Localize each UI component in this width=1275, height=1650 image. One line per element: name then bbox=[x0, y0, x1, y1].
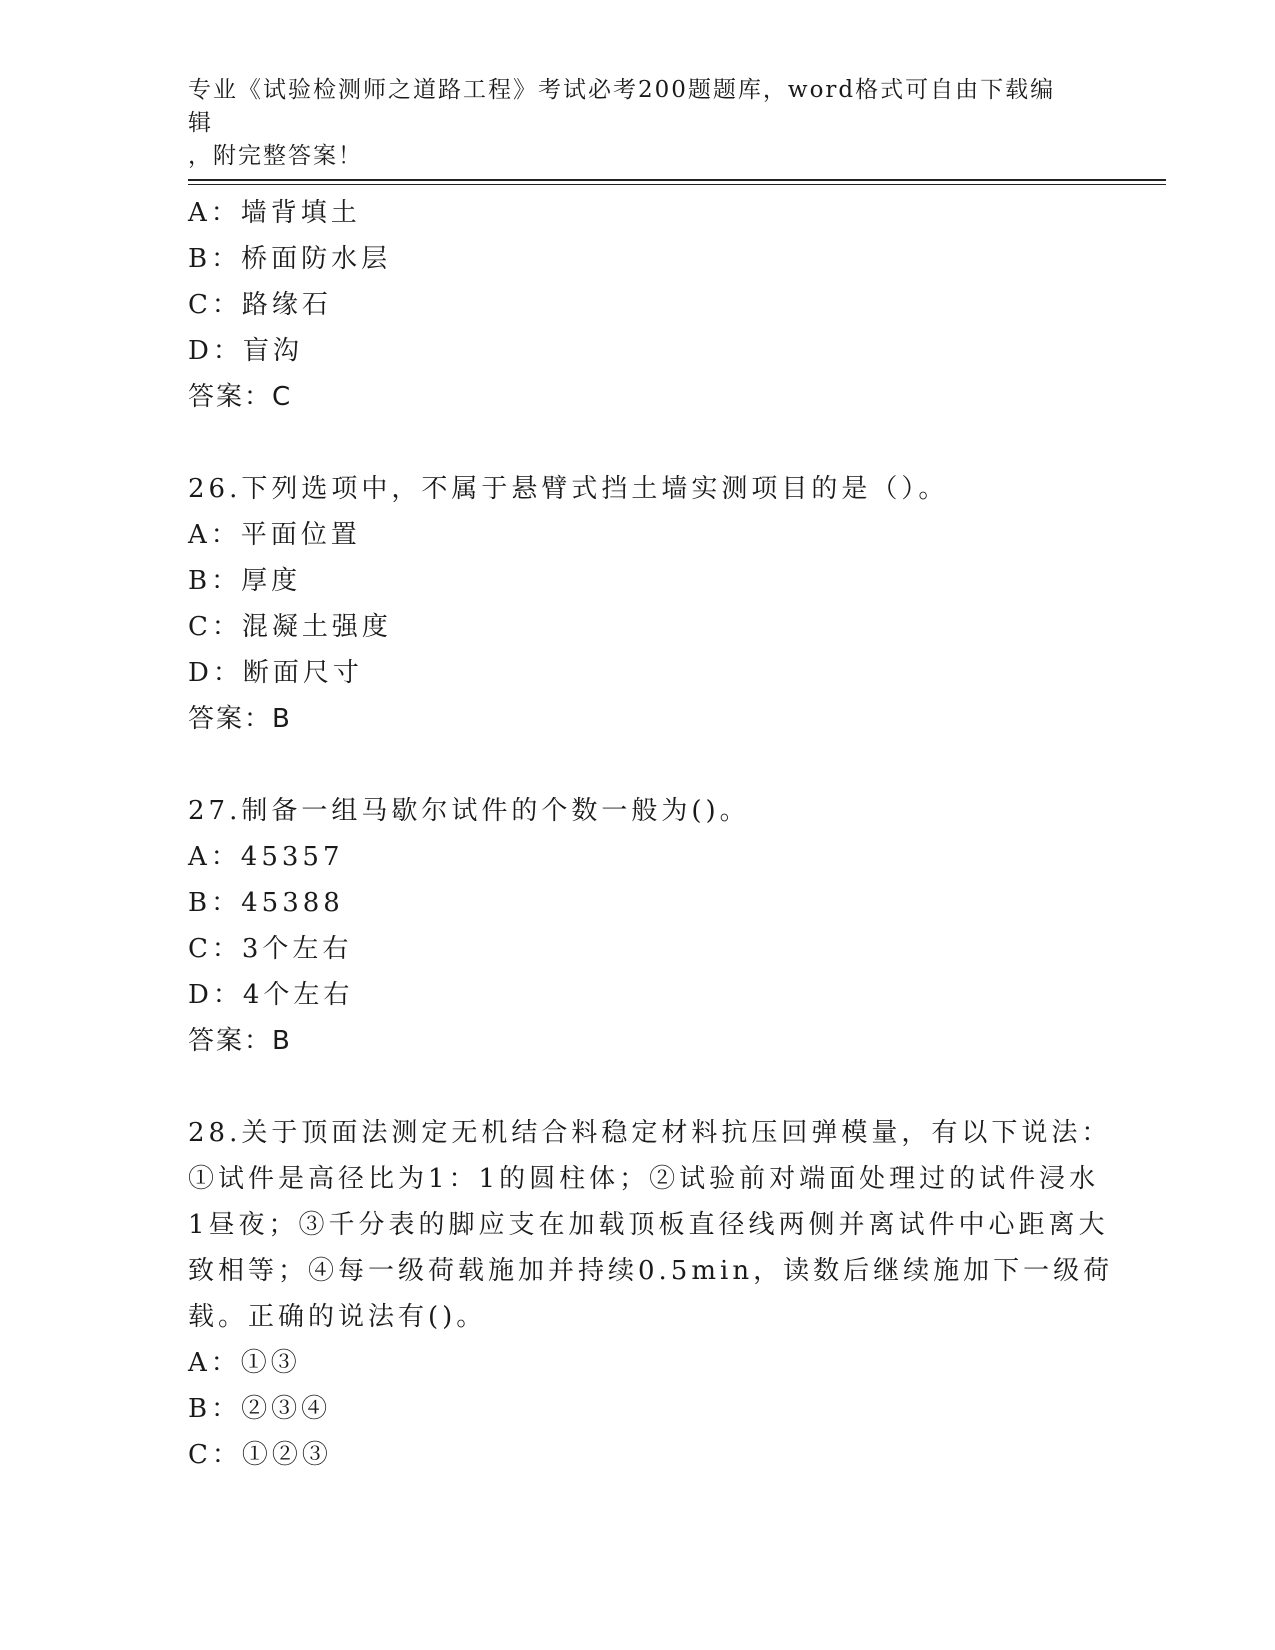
question-28 bbox=[188, 1110, 1114, 1478]
option-c: C：路缘石 bbox=[188, 290, 332, 320]
option-d: D：断面尺寸 bbox=[188, 658, 363, 688]
option-b: B：②③④ bbox=[188, 1394, 332, 1424]
stem-line: 28.关于顶面法测定无机结合料稳定材料抗压回弹模量，有以下说法： bbox=[188, 1118, 1112, 1148]
stem-line: 致相等；④每一级荷载施加并持续0.5min，读数后继续施加下一级荷 bbox=[188, 1256, 1114, 1286]
question-27 bbox=[188, 788, 1088, 1064]
stem-line: 载。正确的说法有()。 bbox=[188, 1302, 487, 1332]
stem-line: 1昼夜；③千分表的脚应支在加载顶板直径线两侧并离试件中心距离大 bbox=[188, 1210, 1109, 1240]
question-stem: 26.下列选项中，不属于悬臂式挡土墙实测项目的是（）。 bbox=[188, 474, 949, 504]
document-header bbox=[188, 74, 1068, 173]
header-line-1: 专业《试验检测师之道路工程》考试必考200题题库，word格式可自由下载编辑 bbox=[188, 77, 1056, 136]
option-a: A：45357 bbox=[188, 842, 344, 872]
option-a: A：①③ bbox=[188, 1348, 301, 1378]
question-26 bbox=[188, 466, 1088, 742]
header-divider-thin bbox=[188, 184, 1166, 185]
option-b: B：厚度 bbox=[188, 566, 302, 596]
stem-line: ①试件是高径比为1：1的圆柱体；②试验前对端面处理过的试件浸水 bbox=[188, 1164, 1100, 1194]
header-line-2: ，附完整答案！ bbox=[188, 143, 363, 169]
option-c: C：3个左右 bbox=[188, 934, 353, 964]
question-stem bbox=[188, 1110, 1114, 1340]
option-b: B：45388 bbox=[188, 888, 344, 918]
option-d: D：4个左右 bbox=[188, 980, 354, 1010]
header-divider-thick bbox=[188, 179, 1166, 181]
answer: 答案：B bbox=[188, 1026, 292, 1056]
option-a: A：平面位置 bbox=[188, 520, 361, 550]
option-c: C：混凝土强度 bbox=[188, 612, 392, 642]
answer: 答案：C bbox=[188, 382, 293, 412]
question-list bbox=[188, 190, 1114, 1478]
option-b: B：桥面防水层 bbox=[188, 244, 392, 274]
question-stem: 27.制备一组马歇尔试件的个数一般为()。 bbox=[188, 796, 750, 826]
answer: 答案：B bbox=[188, 704, 292, 734]
option-a: A：墙背填土 bbox=[188, 198, 361, 228]
option-d: D：盲沟 bbox=[188, 336, 303, 366]
question-25 bbox=[188, 190, 1088, 420]
option-c: C：①②③ bbox=[188, 1440, 332, 1470]
